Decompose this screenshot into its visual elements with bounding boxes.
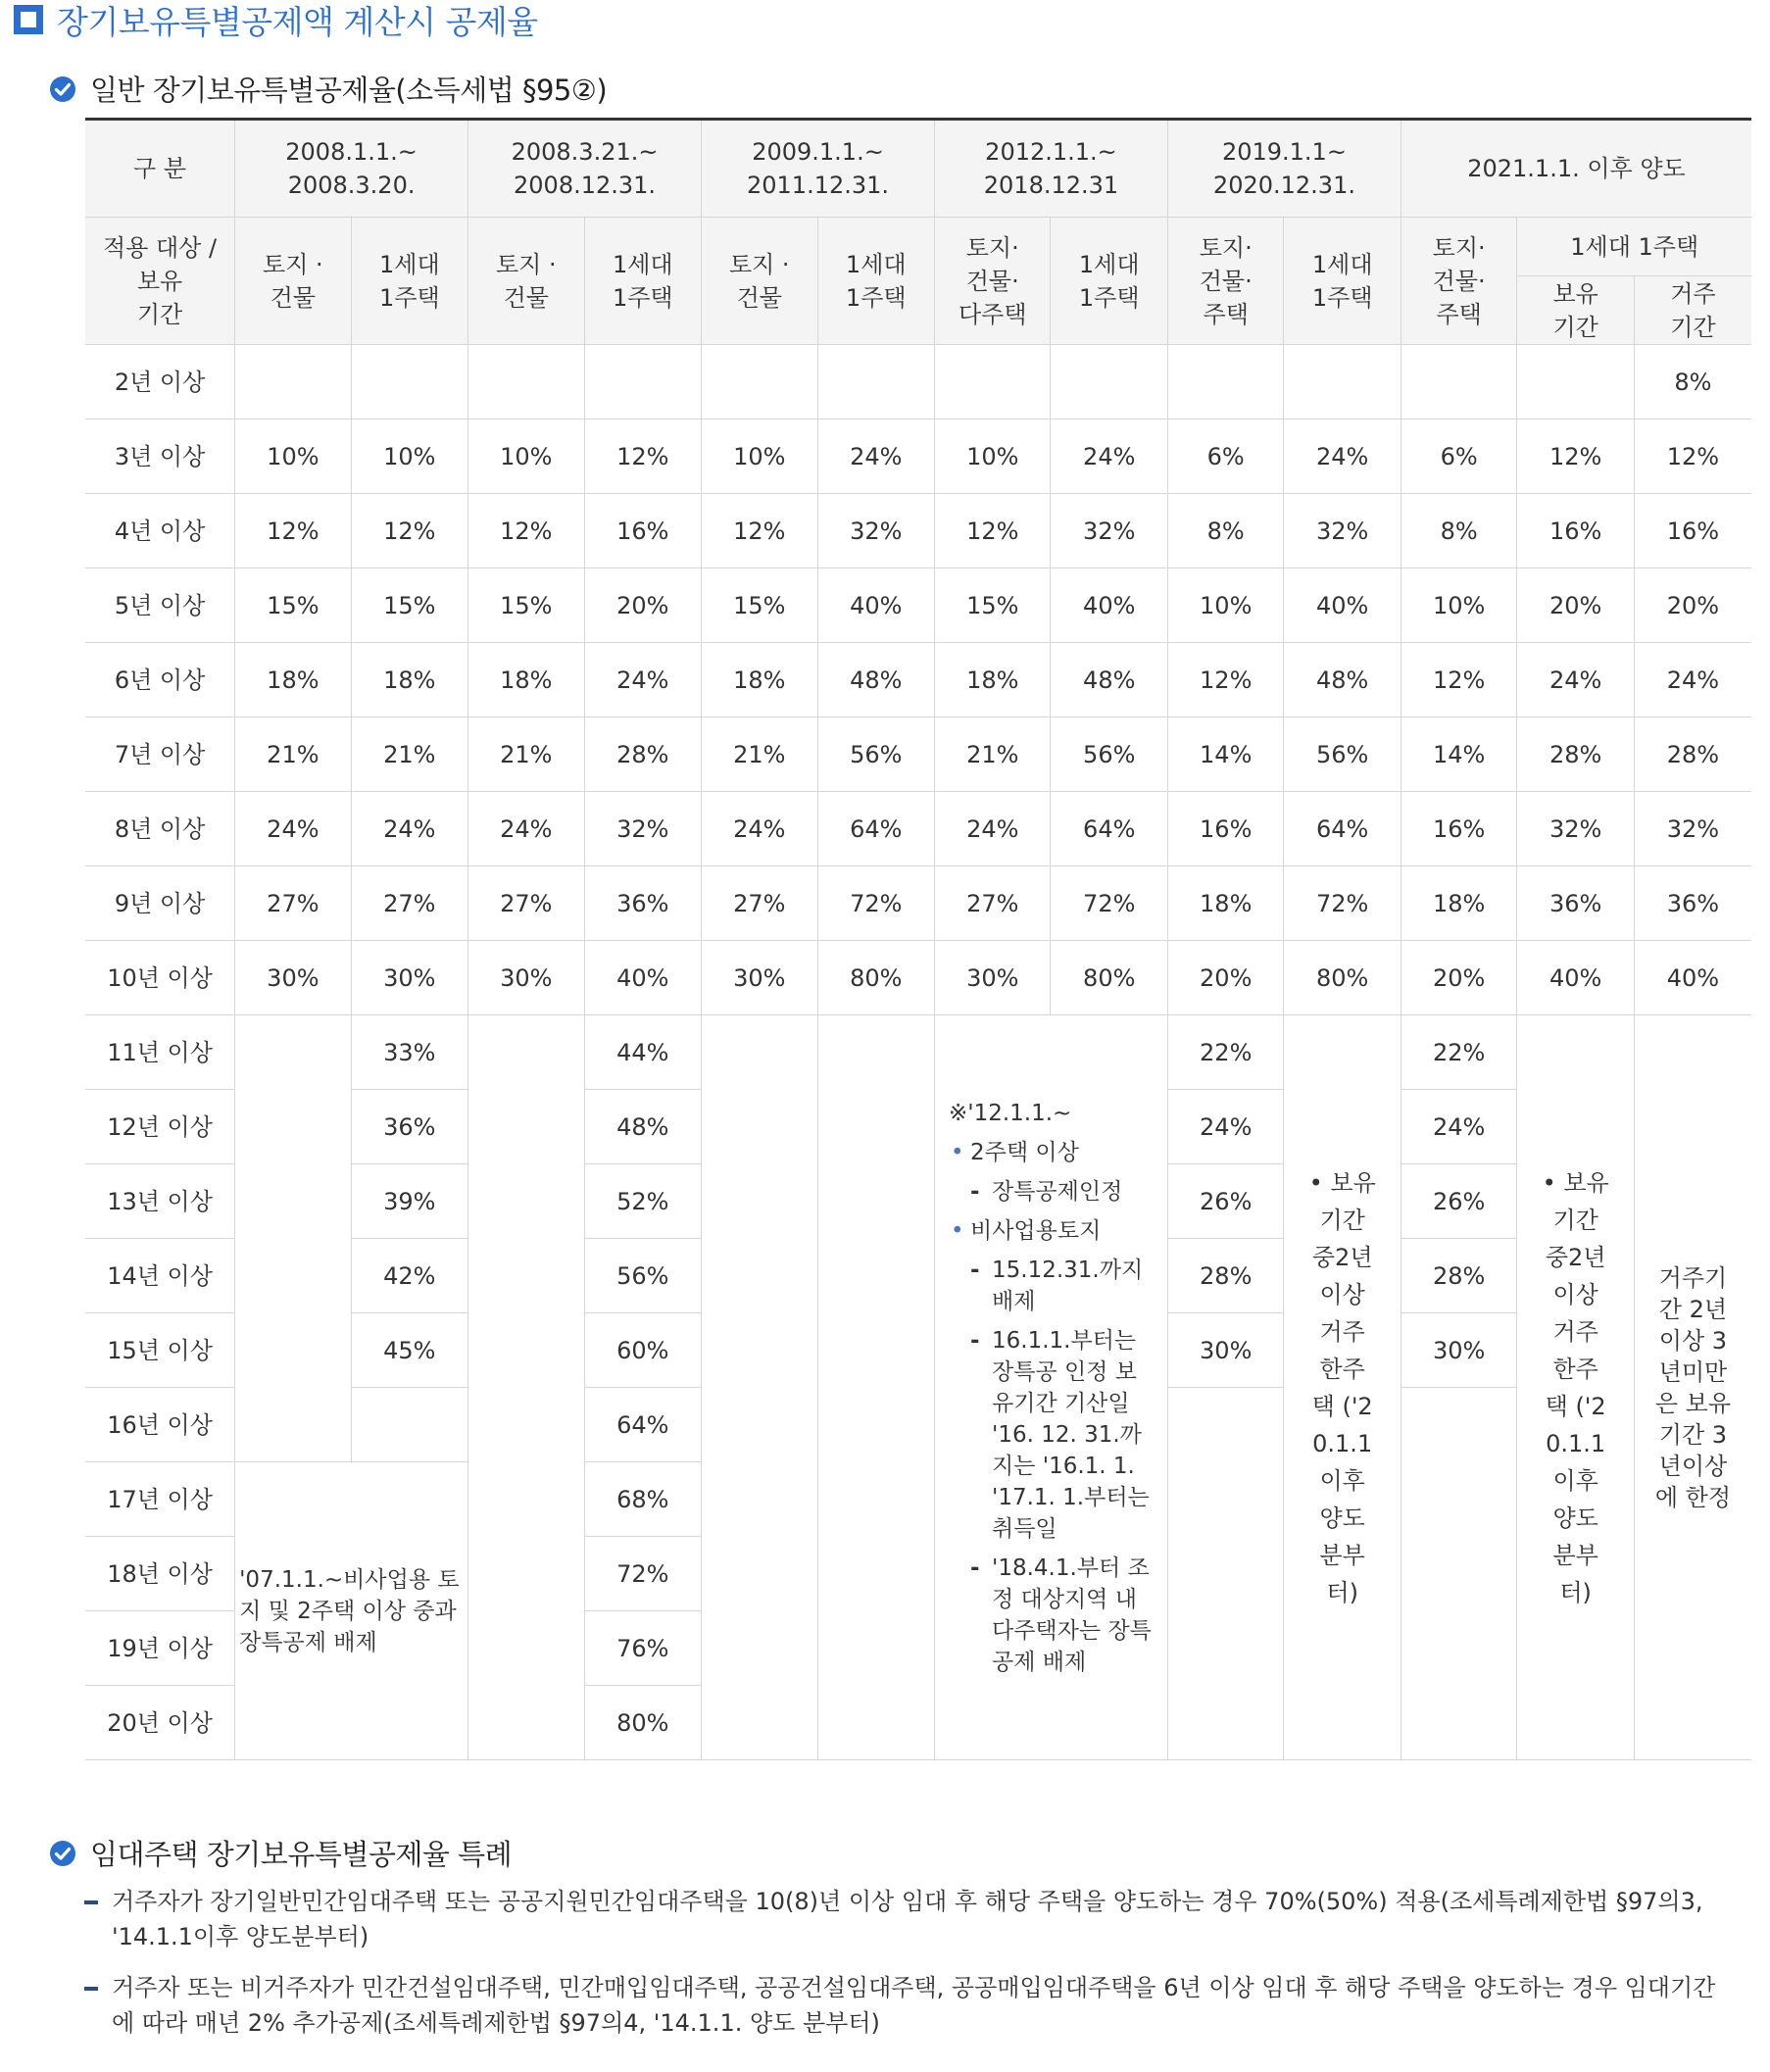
sub-header: 1세대 1주택 <box>1051 218 1168 345</box>
rate-cell <box>351 1388 467 1462</box>
section1-heading: 일반 장기보유특별공제율(소득세법 §95②) <box>90 74 608 107</box>
rate-cell: 28% <box>1167 1239 1283 1313</box>
corner-header: 구 분 <box>85 120 235 218</box>
sub-header: 토지· 건물· 다주택 <box>935 218 1051 345</box>
rate-cell <box>1517 345 1634 419</box>
row-label: 17년 이상 <box>85 1462 235 1537</box>
row-label: 3년 이상 <box>85 419 235 494</box>
rate-cell: 39% <box>351 1164 467 1239</box>
note-2007: '07.1.1.~비사업용 토지 및 2주택 이상 중과 장특공제 배제 <box>235 1462 468 1760</box>
rate-cell: 76% <box>584 1611 702 1686</box>
sub-header: 1세대 1주택 <box>351 218 467 345</box>
section2-heading: 임대주택 장기보유특별공제율 특례 <box>90 1838 513 1871</box>
rate-cell: 30% <box>702 941 817 1015</box>
rate-cell: 15% <box>468 568 584 643</box>
rate-cell: 21% <box>351 717 467 792</box>
rate-cell: 30% <box>235 941 351 1015</box>
rate-cell: 80% <box>1051 941 1168 1015</box>
rate-cell: 48% <box>1051 643 1168 717</box>
row-label: 16년 이상 <box>85 1388 235 1462</box>
rate-cell: 24% <box>1401 1090 1516 1164</box>
rate-cell: 68% <box>584 1462 702 1537</box>
row-label: 14년 이상 <box>85 1239 235 1313</box>
row-label: 11년 이상 <box>85 1015 235 1090</box>
rate-cell: 18% <box>702 643 817 717</box>
rate-cell: 28% <box>584 717 702 792</box>
rate-cell: 10% <box>702 419 817 494</box>
rate-cell: 56% <box>1051 717 1168 792</box>
rate-cell: 24% <box>351 792 467 866</box>
rate-cell: 12% <box>351 494 467 568</box>
rate-cell <box>1401 345 1516 419</box>
title-row <box>14 0 538 39</box>
rate-cell: 20% <box>1401 941 1516 1015</box>
rate-cell: 56% <box>584 1239 702 1313</box>
row-label: 13년 이상 <box>85 1164 235 1239</box>
rate-cell: 22% <box>1167 1015 1283 1090</box>
rate-cell: 36% <box>584 866 702 941</box>
rate-cell: 27% <box>351 866 467 941</box>
rate-cell: 21% <box>468 717 584 792</box>
rate-cell: 64% <box>584 1388 702 1462</box>
rate-cell: 42% <box>351 1239 467 1313</box>
rate-cell: 24% <box>1167 1090 1283 1164</box>
rate-cell <box>1167 345 1283 419</box>
rate-cell: 30% <box>468 941 584 1015</box>
rate-cell: 24% <box>468 792 584 866</box>
rate-cell: 64% <box>817 792 935 866</box>
check-circle-icon <box>49 75 76 103</box>
rate-cell: 32% <box>1051 494 1168 568</box>
row-label: 2년 이상 <box>85 345 235 419</box>
rate-cell: 21% <box>235 717 351 792</box>
row-label: 18년 이상 <box>85 1537 235 1611</box>
note-2019: • 보유 기간 중2년 이상 거주 한주 택 ('2 0.1.1 이후 양도 분부 터) <box>1284 1015 1401 1760</box>
rate-cell: 27% <box>235 866 351 941</box>
rate-cell: 24% <box>1284 419 1401 494</box>
note-2012: ※'12.1.1.~ • 2주택 이상 - 장특공제인정 • 비사업용토지 - 15.12.31.까지 배제 - 16.1.1.부터는 장특공 인정 보유기간 기산일 '16. 12. 31.까지는 '16.1. 1. '17.1. 1.부터는 취득일 - '18.4.1.부터 조정 대상지역 내 다주택자는 장특공제 배제 <box>935 1015 1168 1760</box>
rate-cell: 27% <box>468 866 584 941</box>
rate-cell: 20% <box>584 568 702 643</box>
rate-cell: 15% <box>351 568 467 643</box>
rate-cell: 80% <box>1284 941 1401 1015</box>
empty-cell <box>1167 1388 1283 1760</box>
rate-cell: 10% <box>935 419 1051 494</box>
rate-cell: 32% <box>1517 792 1634 866</box>
period-header: 2012.1.1.~ 2018.12.31 <box>935 120 1168 218</box>
rate-cell: 12% <box>702 494 817 568</box>
rate-cell: 10% <box>235 419 351 494</box>
rate-cell: 44% <box>584 1015 702 1090</box>
row-label: 9년 이상 <box>85 866 235 941</box>
rate-table <box>85 118 1751 1760</box>
rate-cell: 12% <box>935 494 1051 568</box>
rate-cell: 40% <box>817 568 935 643</box>
rate-cell: 72% <box>1051 866 1168 941</box>
rate-cell: 16% <box>1517 494 1634 568</box>
rate-cell <box>935 345 1051 419</box>
rate-cell: 45% <box>351 1313 467 1388</box>
rate-cell: 16% <box>1401 792 1516 866</box>
rate-cell: 8% <box>1167 494 1283 568</box>
rate-cell: 60% <box>584 1313 702 1388</box>
special-rate-list <box>84 1884 1731 2056</box>
row-label: 20년 이상 <box>85 1686 235 1760</box>
rate-cell: 20% <box>1634 568 1751 643</box>
rate-cell: 40% <box>1517 941 1634 1015</box>
special-rate-item: 거주자 또는 비거주자가 민간건설임대주택, 민간매입임대주택, 공공건설임대주택, 공공매입임대주택을 6년 이상 임대 후 해당 주택을 양도하는 경우 임대기간에 따라 매년 2% 추가공제(조세특례제한법 §97의4, '14.1.1. 양도 분부터) <box>84 1970 1731 2041</box>
row-label: 5년 이상 <box>85 568 235 643</box>
rate-cell: 28% <box>1517 717 1634 792</box>
sub-header: 토지· 건물· 주택 <box>1401 218 1516 345</box>
rate-cell: 56% <box>817 717 935 792</box>
sub-header: 토지 · 건물 <box>702 218 817 345</box>
rate-cell: 12% <box>1401 643 1516 717</box>
rate-cell <box>1284 345 1401 419</box>
rate-cell: 16% <box>584 494 702 568</box>
rate-cell: 30% <box>935 941 1051 1015</box>
group-sub-header: 거주 기간 <box>1634 276 1751 345</box>
special-rate-item: 거주자가 장기일반민간임대주택 또는 공공지원민간임대주택을 10(8)년 이상 임대 후 해당 주택을 양도하는 경우 70%(50%) 적용(조세특례제한법 §97의3, '14.1.1이후 양도분부터) <box>84 1884 1731 1954</box>
row-label: 12년 이상 <box>85 1090 235 1164</box>
rate-cell: 26% <box>1401 1164 1516 1239</box>
rate-cell: 18% <box>1167 866 1283 941</box>
page-title: 장기보유특별공제액 계산시 공제율 <box>57 2 538 41</box>
rate-cell: 40% <box>1051 568 1168 643</box>
rate-cell: 40% <box>1634 941 1751 1015</box>
rate-cell: 48% <box>1284 643 1401 717</box>
corner-sub-header: 적용 대상 / 보유 기간 <box>85 218 235 345</box>
rate-cell: 24% <box>235 792 351 866</box>
rate-cell: 8% <box>1634 345 1751 419</box>
sub-header: 토지 · 건물 <box>235 218 351 345</box>
rate-cell: 10% <box>1401 568 1516 643</box>
rate-cell: 10% <box>1167 568 1283 643</box>
section2-heading-row <box>49 1833 512 1873</box>
rate-cell: 10% <box>351 419 467 494</box>
rate-cell: 48% <box>584 1090 702 1164</box>
row-label: 10년 이상 <box>85 941 235 1015</box>
rate-cell <box>817 345 935 419</box>
period-header: 2019.1.1~ 2020.12.31. <box>1167 120 1401 218</box>
rate-cell: 72% <box>817 866 935 941</box>
rate-cell: 26% <box>1167 1164 1283 1239</box>
rate-cell: 36% <box>1517 866 1634 941</box>
rate-cell: 32% <box>584 792 702 866</box>
rate-cell: 30% <box>1167 1313 1283 1388</box>
rate-cell: 33% <box>351 1015 467 1090</box>
rate-cell: 24% <box>702 792 817 866</box>
sub-header: 1세대 1주택 <box>1284 218 1401 345</box>
rate-cell: 72% <box>584 1537 702 1611</box>
rate-cell: 27% <box>935 866 1051 941</box>
rate-cell: 15% <box>235 568 351 643</box>
rate-cell: 32% <box>1634 792 1751 866</box>
rate-cell: 48% <box>817 643 935 717</box>
empty-cell <box>468 1015 584 1760</box>
rate-cell: 36% <box>351 1090 467 1164</box>
rate-cell: 14% <box>1167 717 1283 792</box>
row-label: 8년 이상 <box>85 792 235 866</box>
sub-header: 토지 · 건물 <box>468 218 584 345</box>
rate-cell: 10% <box>468 419 584 494</box>
rate-cell: 12% <box>1634 419 1751 494</box>
rate-cell: 24% <box>584 643 702 717</box>
rate-cell: 24% <box>935 792 1051 866</box>
rate-cell: 6% <box>1401 419 1516 494</box>
rate-cell: 72% <box>1284 866 1401 941</box>
rate-cell: 27% <box>702 866 817 941</box>
sub-header: 1세대 1주택 <box>584 218 702 345</box>
rate-cell: 18% <box>1401 866 1516 941</box>
rate-cell: 12% <box>584 419 702 494</box>
rate-cell: 21% <box>935 717 1051 792</box>
rate-cell: 24% <box>1051 419 1168 494</box>
row-label: 19년 이상 <box>85 1611 235 1686</box>
rate-cell: 6% <box>1167 419 1283 494</box>
rate-cell: 18% <box>235 643 351 717</box>
rate-cell: 18% <box>351 643 467 717</box>
rate-cell: 22% <box>1401 1015 1516 1090</box>
rate-cell: 8% <box>1401 494 1516 568</box>
rate-cell: 12% <box>1167 643 1283 717</box>
rate-cell: 16% <box>1634 494 1751 568</box>
rate-cell: 64% <box>1051 792 1168 866</box>
rate-cell: 30% <box>1401 1313 1516 1388</box>
rate-cell: 32% <box>817 494 935 568</box>
rate-cell: 12% <box>468 494 584 568</box>
rate-cell: 24% <box>817 419 935 494</box>
rate-cell: 80% <box>817 941 935 1015</box>
row-label: 7년 이상 <box>85 717 235 792</box>
note-2021-hold: • 보유 기간 중2년 이상 거주 한주 택 ('2 0.1.1 이후 양도 분부 터) <box>1517 1015 1634 1760</box>
rate-cell: 36% <box>1634 866 1751 941</box>
rate-cell: 18% <box>935 643 1051 717</box>
rate-cell: 24% <box>1517 643 1634 717</box>
rate-cell: 30% <box>351 941 467 1015</box>
period-header: 2008.1.1.~ 2008.3.20. <box>235 120 468 218</box>
rate-cell <box>702 345 817 419</box>
row-label: 6년 이상 <box>85 643 235 717</box>
group-header: 1세대 1주택 <box>1517 218 1751 276</box>
section1-heading-row <box>49 69 607 109</box>
empty-cell <box>817 1015 935 1760</box>
rate-cell <box>468 345 584 419</box>
rate-cell: 64% <box>1284 792 1401 866</box>
rate-cell <box>584 345 702 419</box>
rate-cell: 28% <box>1401 1239 1516 1313</box>
check-circle-icon <box>49 1840 76 1867</box>
rate-cell: 28% <box>1634 717 1751 792</box>
row-label: 4년 이상 <box>85 494 235 568</box>
rate-cell: 40% <box>584 941 702 1015</box>
empty-cell <box>235 1015 351 1462</box>
empty-cell <box>702 1015 817 1760</box>
rate-cell: 16% <box>1167 792 1283 866</box>
rate-cell: 14% <box>1401 717 1516 792</box>
rate-cell: 20% <box>1517 568 1634 643</box>
row-label: 15년 이상 <box>85 1313 235 1388</box>
rate-cell <box>1051 345 1168 419</box>
note-2021-residence: 거주기 간 2년 이상 3 년미만 은 보유 기간 3 년이상 에 한정 <box>1634 1015 1751 1760</box>
square-bullet-icon <box>14 5 43 34</box>
group-sub-header: 보유 기간 <box>1517 276 1634 345</box>
rate-cell: 52% <box>584 1164 702 1239</box>
rate-cell: 12% <box>1517 419 1634 494</box>
empty-cell <box>1401 1388 1516 1760</box>
rate-cell: 12% <box>235 494 351 568</box>
rate-cell <box>235 345 351 419</box>
period-header: 2008.3.21.~ 2008.12.31. <box>468 120 702 218</box>
rate-cell: 32% <box>1284 494 1401 568</box>
period-header: 2021.1.1. 이후 양도 <box>1401 120 1751 218</box>
rate-cell: 21% <box>702 717 817 792</box>
rate-cell: 15% <box>935 568 1051 643</box>
rate-cell: 24% <box>1634 643 1751 717</box>
rate-cell <box>351 345 467 419</box>
rate-cell: 15% <box>702 568 817 643</box>
rate-cell: 20% <box>1167 941 1283 1015</box>
rate-cell: 56% <box>1284 717 1401 792</box>
period-header: 2009.1.1.~ 2011.12.31. <box>702 120 935 218</box>
sub-header: 1세대 1주택 <box>817 218 935 345</box>
rate-cell: 18% <box>468 643 584 717</box>
rate-cell: 80% <box>584 1686 702 1760</box>
rate-cell: 40% <box>1284 568 1401 643</box>
sub-header: 토지· 건물· 주택 <box>1167 218 1283 345</box>
